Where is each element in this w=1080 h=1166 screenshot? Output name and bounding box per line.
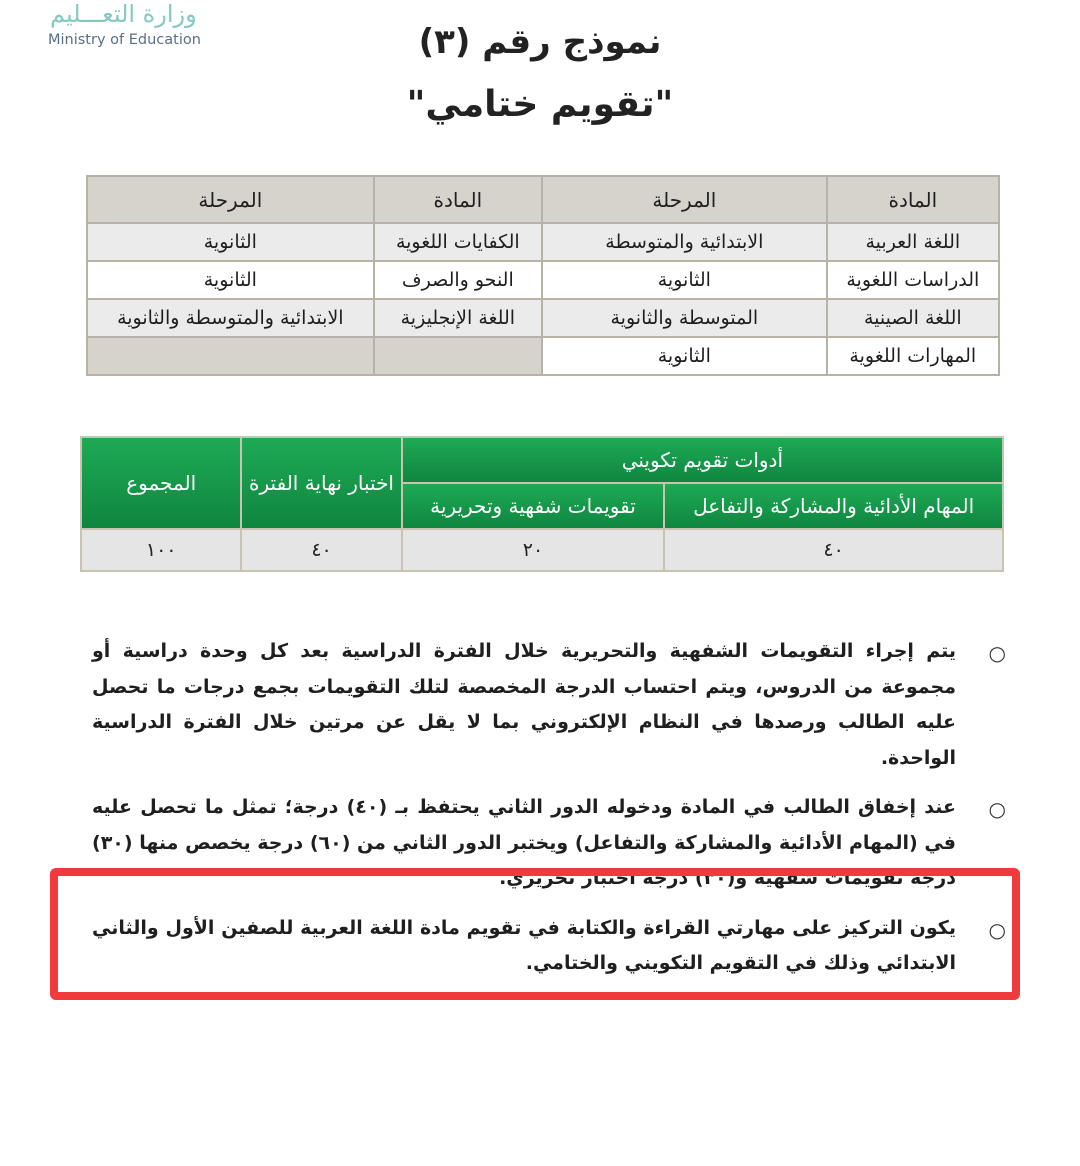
table-cell: الابتدائية والمتوسطة والثانوية	[87, 299, 374, 337]
circle-bullet-icon: ○	[988, 641, 1006, 665]
header-subject: المادة	[374, 176, 542, 223]
table-cell: الكفايات اللغوية	[374, 223, 542, 261]
value-cell: ١٠٠	[81, 529, 241, 571]
empty-cell	[87, 337, 374, 375]
header-subject: المادة	[827, 176, 999, 223]
performance-tasks-header: المهام الأدائية والمشاركة والتفاعل	[664, 483, 1003, 529]
note-text: يتم إجراء التقويمات الشفهية والتحريرية خلال الفترة الدراسية بعد كل وحدة دراسية أو مجموعة من الدروس، ويتم احتساب الدرجة المخصصة لتلك التقويمات بجمع درجات ما تحصل عليه الطالب ورصدها في النظام الإلكتروني بما لا يقل عن مرتين خلال الفترة الدراسية الواحدة.	[92, 640, 956, 769]
circle-bullet-icon: ○	[988, 917, 1006, 942]
circle-bullet-icon: ○	[988, 797, 1006, 821]
table-header-row	[87, 176, 999, 223]
note-text: عند إخفاق الطالب في المادة ودخوله الدور الثاني يحتفظ بـ (٤٠) درجة؛ تمثل ما تحصل عليه في (المهام الأدائية والمشاركة والتفاعل) ويختبر الدور الثاني من (٦٠) درجة يخصص منها (٣٠) درجة تقويمات شفهية و(٣٠) درجة اختبار تحريري.	[92, 796, 956, 889]
table-cell: المتوسطة والثانوية	[542, 299, 827, 337]
subjects-table	[86, 175, 1000, 376]
page-title: نموذج رقم (٣)	[418, 22, 662, 62]
table-row	[87, 261, 999, 299]
page-subtitle: "تقويم ختامي"	[406, 84, 674, 125]
total-header: المجموع	[81, 437, 241, 529]
empty-cell	[374, 337, 542, 375]
value-cell: ٢٠	[402, 529, 665, 571]
table-cell: النحو والصرف	[374, 261, 542, 299]
table-cell: اللغة الصينية	[827, 299, 999, 337]
red-highlight-box	[50, 868, 1020, 1000]
table-cell: الثانوية	[87, 261, 374, 299]
table-cell: الثانوية	[542, 337, 827, 375]
table-cell: الدراسات اللغوية	[827, 261, 999, 299]
note-text: يكون التركيز على مهارتي القراءة والكتابة في تقويم مادة اللغة العربية للصفين الأول والثاني الابتدائي وذلك في التقويم التكويني والختامي.	[92, 916, 956, 974]
table-cell: اللغة الإنجليزية	[374, 299, 542, 337]
table-cell: اللغة العربية	[827, 223, 999, 261]
table-cell: المهارات اللغوية	[827, 337, 999, 375]
list-item	[92, 634, 1006, 776]
logo-english-text: Ministry of Education	[48, 32, 201, 48]
value-cell: ٤٠	[241, 529, 401, 571]
header-stage: المرحلة	[87, 176, 374, 223]
formative-tools-header: أدوات تقويم تكويني	[402, 437, 1003, 483]
table-row	[87, 223, 999, 261]
final-exam-header: اختبار نهاية الفترة	[241, 437, 401, 529]
grades-table	[80, 436, 1004, 572]
grades-header-row	[81, 437, 1003, 483]
table-row	[87, 299, 999, 337]
table-cell: الثانوية	[542, 261, 827, 299]
table-cell: الثانوية	[87, 223, 374, 261]
logo-arabic-text: وزارة التعـــليم	[50, 0, 197, 28]
table-cell: الابتدائية والمتوسطة	[542, 223, 827, 261]
table-row	[87, 337, 999, 375]
value-cell: ٤٠	[664, 529, 1003, 571]
header-stage: المرحلة	[542, 176, 827, 223]
oral-written-header: تقويمات شفهية وتحريرية	[402, 483, 665, 529]
grades-values-row	[81, 529, 1003, 571]
